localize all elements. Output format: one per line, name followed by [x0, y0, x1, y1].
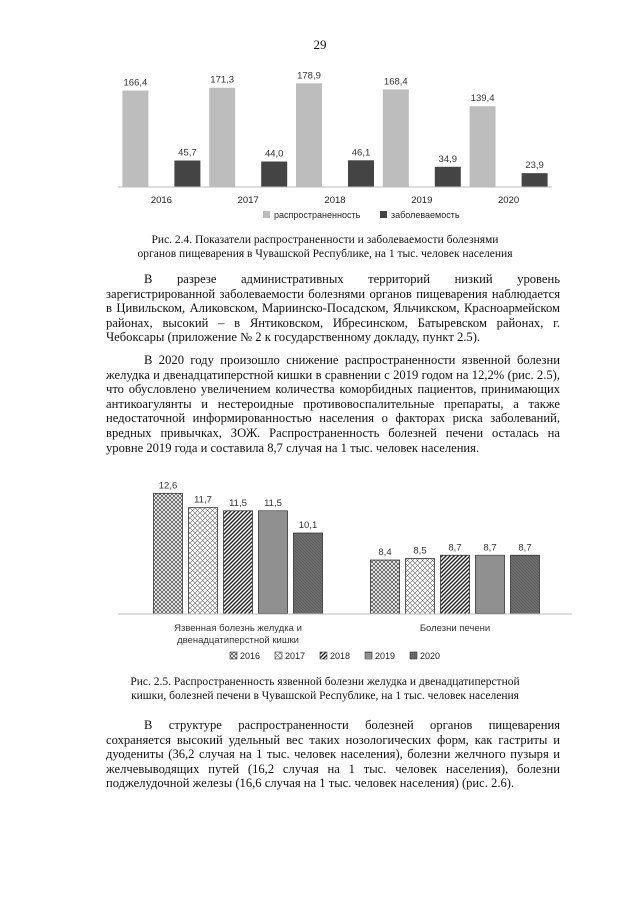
legend-label: 2016: [240, 651, 261, 661]
data-label: 166,4: [123, 77, 148, 89]
data-label: 178,9: [297, 70, 321, 82]
bar-incidence-2016: [174, 161, 200, 187]
data-label: 139,4: [470, 93, 495, 105]
bar-2017-liver: [406, 558, 435, 614]
bar-prevalence-2020: [470, 106, 496, 187]
bar-2019-ulcer: [259, 511, 288, 614]
bar-incidence-2017: [261, 162, 287, 187]
data-label: 8,7: [483, 542, 497, 554]
data-label: 171,3: [210, 74, 235, 86]
legend-swatch: [410, 652, 417, 659]
caption-fig-2-5: [90, 675, 560, 703]
data-label: 8,7: [518, 542, 532, 554]
data-label: 46,1: [351, 147, 371, 159]
legend-label: 2018: [330, 651, 351, 661]
caption-line: органов пищеварения в Чувашской Республике, на 1 тыс. человек населения: [137, 248, 513, 260]
x-tick-label: 2016: [150, 195, 172, 206]
data-label: 10,1: [298, 520, 318, 532]
x-tick-label: Болезни печени: [419, 623, 491, 634]
bar-2020-liver: [511, 555, 540, 614]
data-label: 23,9: [525, 160, 544, 172]
caption-line: кишки, болезней печени в Чувашской Республике, на 1 тыс. человек населения: [131, 690, 519, 702]
legend-label: распространенность: [274, 210, 361, 220]
legend-swatch: [275, 652, 282, 659]
bar-2018-liver: [441, 555, 470, 614]
legend-swatch: [263, 211, 270, 218]
x-tick-label: Язвенная болезнь желудка и: [174, 623, 302, 634]
bar-prevalence-2019: [383, 89, 409, 187]
bar-2017-ulcer: [189, 508, 218, 614]
paragraph-structure: В структуре распространенности болезней органов пищеварения сохраняется высокий удельный вес таких нозологических форм, как гастриты и дуодениты (36,2 случая на 1 тыс. человек населения), болезни желчного пузыря и желчевыводящих путей (16,2 случая на 1 тыс. человек населения), болезни поджелудочной железы (16,6 случая на 1 тыс. человек населения) (рис. 2.6).: [106, 718, 560, 791]
bar-2020-ulcer: [294, 533, 323, 614]
x-tick-label: 2017: [237, 195, 259, 206]
bar-prevalence-2018: [296, 83, 322, 187]
legend-label: 2020: [420, 651, 441, 661]
data-label: 12,6: [158, 480, 178, 492]
data-label: 45,7: [178, 147, 197, 159]
bar-incidence-2018: [348, 160, 374, 187]
caption-line: Рис. 2.4. Показатели распространенности и заболеваемости болезнями: [151, 234, 499, 246]
data-label: 44,0: [264, 148, 284, 160]
bar-incidence-2020: [522, 173, 548, 187]
bar-2016-liver: [371, 560, 400, 614]
data-label: 168,4: [383, 76, 408, 88]
legend-label: заболеваемость: [391, 210, 460, 220]
legend-swatch: [365, 652, 372, 659]
x-tick-label: 2018: [324, 195, 346, 206]
chart-fig-2-5: [110, 468, 580, 668]
x-tick-label: двенадцатиперстной кишки: [177, 635, 299, 646]
data-label: 8,7: [448, 542, 462, 554]
bar-prevalence-2016: [122, 91, 148, 187]
bar-2016-ulcer: [154, 493, 183, 614]
caption-line: Рис. 2.5. Распространенность язвенной болезни желудка и двенадцатиперстной: [130, 676, 520, 688]
legend-swatch: [230, 652, 237, 659]
paragraph-ulcer-2020: В 2020 году произошло снижение распространенности язвенной болезни желудка и двенадцатиперстной кишки в сравнении с 2019 годом на 12,2% (рис. 2.5), что обусловлено увеличением количества коморбидных пациентов, принимающих антикоагулянты и нестероидные противовоспалительные препараты, а также недостаточной информированностью населения о факторах риска заболеваний, вредных привычках, ЗОЖ. Распространенность болезней печени осталась на уровне 2019 года и составила 8,7 случая на 1 тыс. человек населения.: [106, 353, 560, 455]
data-label: 11,5: [229, 497, 247, 509]
data-label: 11,7: [194, 494, 212, 506]
x-tick-label: 2020: [498, 195, 520, 206]
caption-fig-2-4: [90, 233, 560, 261]
legend-label: 2019: [375, 651, 396, 661]
data-label: 8,4: [378, 547, 392, 559]
legend-swatch: [380, 211, 387, 218]
bar-prevalence-2017: [209, 88, 235, 187]
x-tick-label: 2019: [411, 195, 433, 206]
chart-fig-2-4: [110, 65, 560, 230]
legend-swatch: [320, 652, 327, 659]
bar-incidence-2019: [435, 167, 461, 187]
page-number: 29: [313, 37, 327, 52]
bar-2018-ulcer: [224, 511, 253, 614]
data-label: 8,5: [413, 545, 427, 557]
legend-label: 2017: [285, 651, 306, 661]
data-label: 11,5: [264, 497, 282, 509]
bar-2019-liver: [476, 555, 505, 614]
paragraph-territories: В разрезе административных территорий низкий уровень зарегистрированной заболеваемости болезнями органов пищеварения наблюдается в Цивильском, Аликовском, Мариинско-Посадском, Яльчикском, Красноармейском районах, высокий – в Янтиковском, Ибресинском, Батыревском районах, г. Чебоксары (приложение № 2 к государственному докладу, пункт 2.5).: [106, 272, 560, 345]
data-label: 34,9: [438, 153, 458, 165]
